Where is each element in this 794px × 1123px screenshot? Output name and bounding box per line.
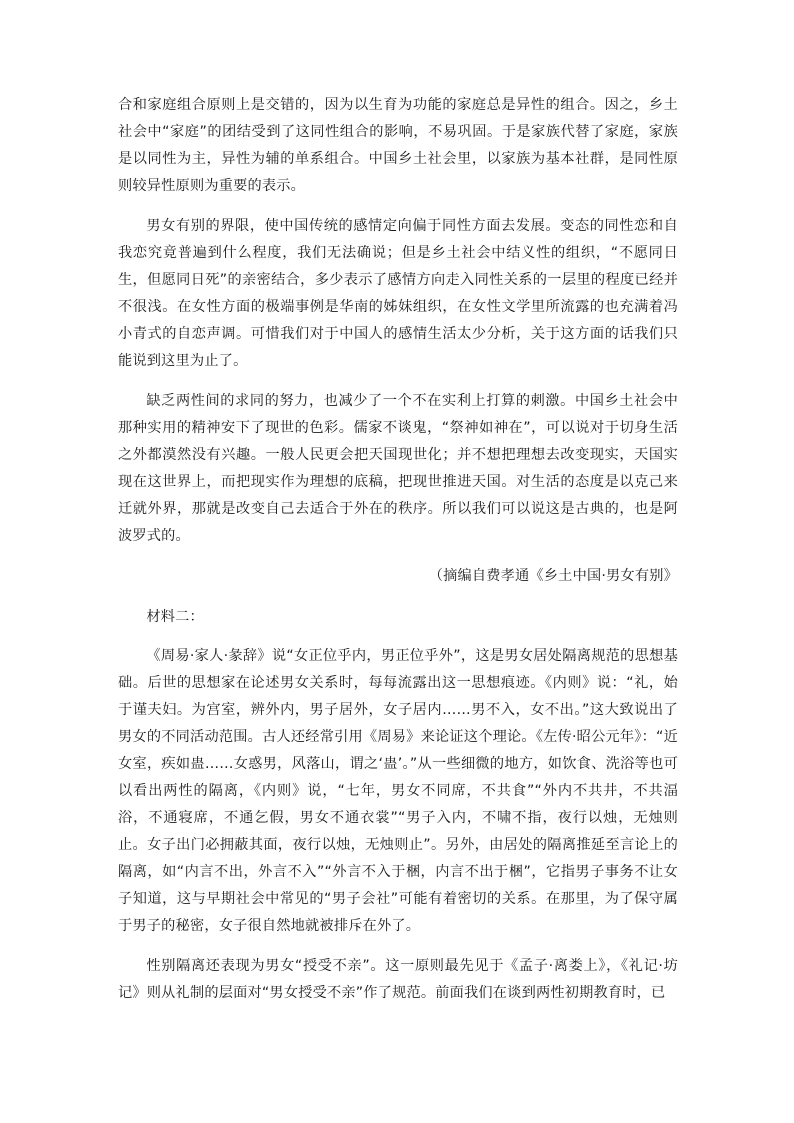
paragraph-3: 缺乏两性间的求同的努力，也减少了一个不在实利上打算的刺激。中国乡土社会中那种实用的精神安下了现世的色彩。儒家不谈鬼，“祭神如神在”，可以说对于切身生活之外都漠然没有兴趣。一般人民更会把天国现世化；并不想把理想去改变现实，天国实现在这世界上，而把现实作为理想的底稿，把现世推进天国。对生活的态度是以克己来迁就外界，那就是改变自己去适合于外在的秩序。所以我们可以说这是古典的，也是阿波罗式的。 [118,393,678,544]
paragraph-5: 性别隔离还表现为男女“授受不亲”。这一原则最先见于《孟子·离娄上》，《礼记·坊记》则从礼制的层面对“男女授受不亲”作了规范。前面我们在谈到两性初期教育时，已 [118,958,678,1001]
source-citation: （摘编自费孝通《乡土中国·男女有别》 [428,568,678,584]
document-body [118,92,678,1020]
paragraph-4: 《周易·家人·彖辞》说“女正位乎内，男正位乎外”，这是男女居处隔离规范的思想基础。后世的思想家在论述男女关系时，每每流露出这一思想痕迹。《内则》说：“礼，始于谨夫妇。为宫室，辨外内，男子居外，女子居内……男不入，女不出。”这大致说出了男女的不同活动范围。古人还经常引用《周易》来论证这个理论。《左传·昭公元年》：“近女室，疾如蛊……女惑男，风落山，谓之‘蛊’。”从一些细微的地方，如饮食、洗浴等也可以看出两性的隔离，《内则》说，“七年，男女不同席，不共食”“外内不共井，不共湢浴，不通寝席，不通乞假，男女不通衣裳”“男子入内，不啸不指，夜行以烛，无烛则止。女子出门必拥蔽其面，夜行以烛，无烛则止”。另外，由居处的隔离推延至言论上的隔离，如“内言不出，外言不入”“外言不入于梱，内言不出于梱”，它指男子事务不让女子知道，这与早期社会中常见的“男子会社”可能有着密切的关系。在那里，为了保守属于男子的秘密，女子很自然地就被排斥在外了。 [118,648,678,934]
paragraph-1: 合和家庭组合原则上是交错的，因为以生育为功能的家庭总是异性的组合。因之，乡土社会中“家庭”的团结受到了这同性组合的影响，不易巩固。于是家族代替了家庭，家族是以同性为主，异性为辅的单系组合。中国乡土社会里，以家族为基本社群，是同性原则较异性原则为重要的表示。 [118,97,678,194]
section-label: 材料二： [146,609,204,625]
paragraph-2: 男女有别的界限，使中国传统的感情定向偏于同性方面去发展。变态的同性恋和自我恋究竟普遍到什么程度，我们无法确说；但是乡土社会中结义性的组织，“不愿同日生，但愿同日死”的亲密结合，多少表示了感情方向走入同性关系的一层里的程度已经并不很浅。在女性方面的极端事例是华南的姊妹组织，在女性文学里所流露的也充满着冯小青式的自恋声调。可惜我们对于中国人的感情生活太少分析，关于这方面的话我们只能说到这里为止了。 [118,218,678,369]
